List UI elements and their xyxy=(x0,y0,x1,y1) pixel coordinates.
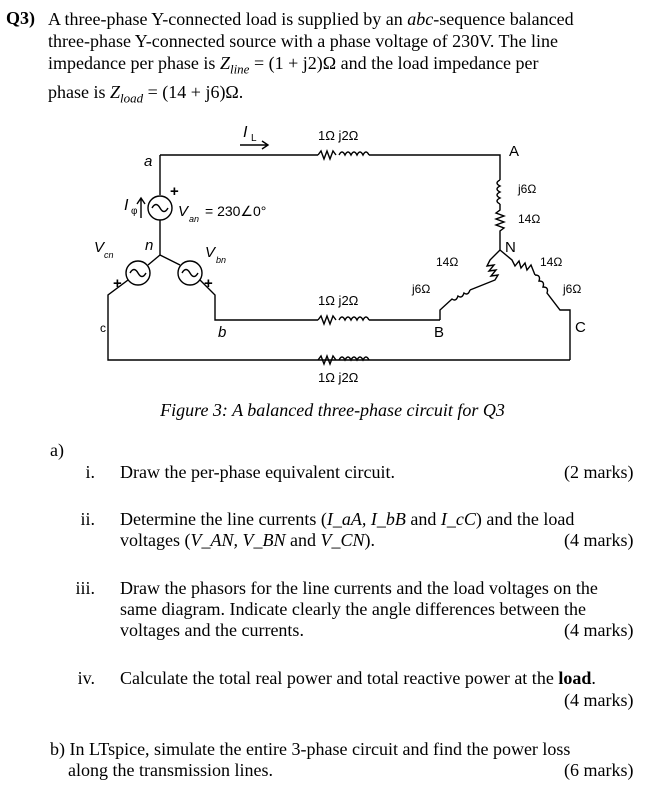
inductor-load-a xyxy=(497,180,500,204)
inductor-line-a xyxy=(339,152,369,155)
iv-load-bold: load xyxy=(558,668,592,688)
item-iv-text xyxy=(120,668,645,689)
vbn-sub: bn xyxy=(216,255,227,265)
ii-currents-math: I_aA, I_bB xyxy=(326,509,406,529)
vbn-label: V xyxy=(205,244,216,261)
part-b-line1: In LTspice, simulate the entire 3-phase circuit and find the power loss xyxy=(69,739,571,759)
load-a-14: 14Ω xyxy=(518,212,541,226)
figure-caption: Figure 3: A balanced three-phase circuit for Q3 xyxy=(160,400,505,420)
item-ii-marks: (4 marks) xyxy=(564,530,634,550)
item-iii-marks: (4 marks) xyxy=(564,620,634,640)
load-a-j6: j6Ω xyxy=(518,182,537,196)
part-b-label: b) xyxy=(50,739,65,759)
inductor-line-b xyxy=(339,317,369,320)
sine-a xyxy=(152,205,168,212)
resistor-line-a xyxy=(318,151,336,159)
line-current-sub: L xyxy=(251,133,257,144)
line-current-label: I xyxy=(243,124,248,141)
question-statement xyxy=(48,8,648,109)
ii-current-c-math: I_cC xyxy=(440,509,476,529)
ii-line1-post: ) and the load xyxy=(475,509,575,529)
iv-line1-post: . xyxy=(591,668,596,688)
resistor-line-b xyxy=(318,316,336,324)
part-b-line2: along the transmission lines. xyxy=(68,760,273,780)
line-impedance-label-b: 1Ω j2Ω xyxy=(318,293,359,308)
ii-line2-pre: voltages ( xyxy=(120,530,191,550)
q-line1-post: -sequence balanced xyxy=(433,9,574,29)
plus-b: + xyxy=(204,275,213,292)
vcn-sub: cn xyxy=(104,250,114,260)
node-c-label: c xyxy=(100,321,106,335)
circuit-diagram xyxy=(0,110,665,400)
load-b-j6: j6Ω xyxy=(412,282,431,296)
ii-and-2: and xyxy=(285,530,321,550)
iii-line2: same diagram. Indicate clearly the angle differences between the xyxy=(120,599,586,619)
q-line1-pre: A three-phase Y-connected load is supplied by an xyxy=(48,9,408,29)
item-i-number: i. xyxy=(85,462,95,482)
ii-line1-pre: Determine the line currents ( xyxy=(120,509,327,529)
ii-line2-post: ). xyxy=(364,530,375,550)
iii-line1: Draw the phasors for the line currents and the load voltages on the xyxy=(120,578,598,598)
node-B-label: B xyxy=(434,324,445,341)
q-line4-post: = (14 + j6)Ω. xyxy=(143,81,244,102)
line-impedance-label-a: 1Ω j2Ω xyxy=(318,128,359,143)
phase-current-arrow xyxy=(137,198,145,218)
item-i-marks: (2 marks) xyxy=(564,462,634,482)
node-N-label: N xyxy=(505,239,516,256)
wire-n-to-b xyxy=(160,255,180,265)
ii-voltages-math: V_AN, V_BN xyxy=(190,530,286,550)
q-line3-mid: = (1 + j2)Ω and the load impedance per xyxy=(249,53,539,73)
z-line-symbol: Z xyxy=(219,53,230,73)
vcn-label: V xyxy=(94,239,105,256)
item-iv-number: iv. xyxy=(77,668,95,688)
wire-n-to-c xyxy=(148,255,160,265)
item-ii-number: ii. xyxy=(80,509,95,529)
q-abc: abc xyxy=(407,9,434,29)
item-i-text: Draw the per-phase equivalent circuit. xyxy=(120,462,396,482)
z-line-sub: line xyxy=(229,61,250,77)
z-load-sub: load xyxy=(120,90,144,106)
plus-a: + xyxy=(170,183,179,200)
wire-b-left xyxy=(200,280,318,320)
q-line3-pre: impedance per phase is xyxy=(48,53,220,73)
ii-and-1: and xyxy=(405,509,441,529)
z-load-symbol: Z xyxy=(110,81,121,102)
node-a-label: a xyxy=(144,153,153,170)
van-sub: an xyxy=(189,214,200,224)
van-value: = 230∠0° xyxy=(205,203,267,219)
q-line4-pre: phase is xyxy=(48,81,110,102)
load-c-14: 14Ω xyxy=(540,255,563,269)
sine-b xyxy=(182,270,198,277)
source-current-sub: φ xyxy=(131,206,138,217)
wire-a-right xyxy=(369,155,500,180)
plus-c: + xyxy=(113,275,122,292)
load-c-j6: j6Ω xyxy=(563,282,582,296)
item-iv-marks: (4 marks) xyxy=(564,690,634,710)
part-a-label: a) xyxy=(50,440,64,460)
item-iii-number: iii. xyxy=(75,578,95,598)
q-line2: three-phase Y-connected source with a phase voltage of 230V. The line xyxy=(48,31,558,51)
van-label: V xyxy=(178,203,189,220)
part-b xyxy=(50,739,650,781)
inductor-load-b xyxy=(440,290,470,320)
sine-c xyxy=(130,270,146,277)
resistor-load-b xyxy=(470,250,500,290)
iv-line1-pre: Calculate the total real power and total reactive power at the xyxy=(120,668,559,688)
node-b-label: b xyxy=(218,324,227,341)
load-b-14: 14Ω xyxy=(436,255,459,269)
node-A-label: A xyxy=(509,143,520,160)
resistor-load-a xyxy=(496,204,504,250)
part-b-marks: (6 marks) xyxy=(564,760,634,780)
node-n-label: n xyxy=(145,237,154,254)
question-number: Q3) xyxy=(6,8,35,28)
node-C-label: C xyxy=(575,319,586,336)
line-impedance-label-c: 1Ω j2Ω xyxy=(318,370,359,385)
ii-voltage-c-math: V_CN xyxy=(320,530,365,550)
iii-line3: voltages and the currents. xyxy=(120,620,304,640)
source-current-label: I xyxy=(124,197,129,214)
